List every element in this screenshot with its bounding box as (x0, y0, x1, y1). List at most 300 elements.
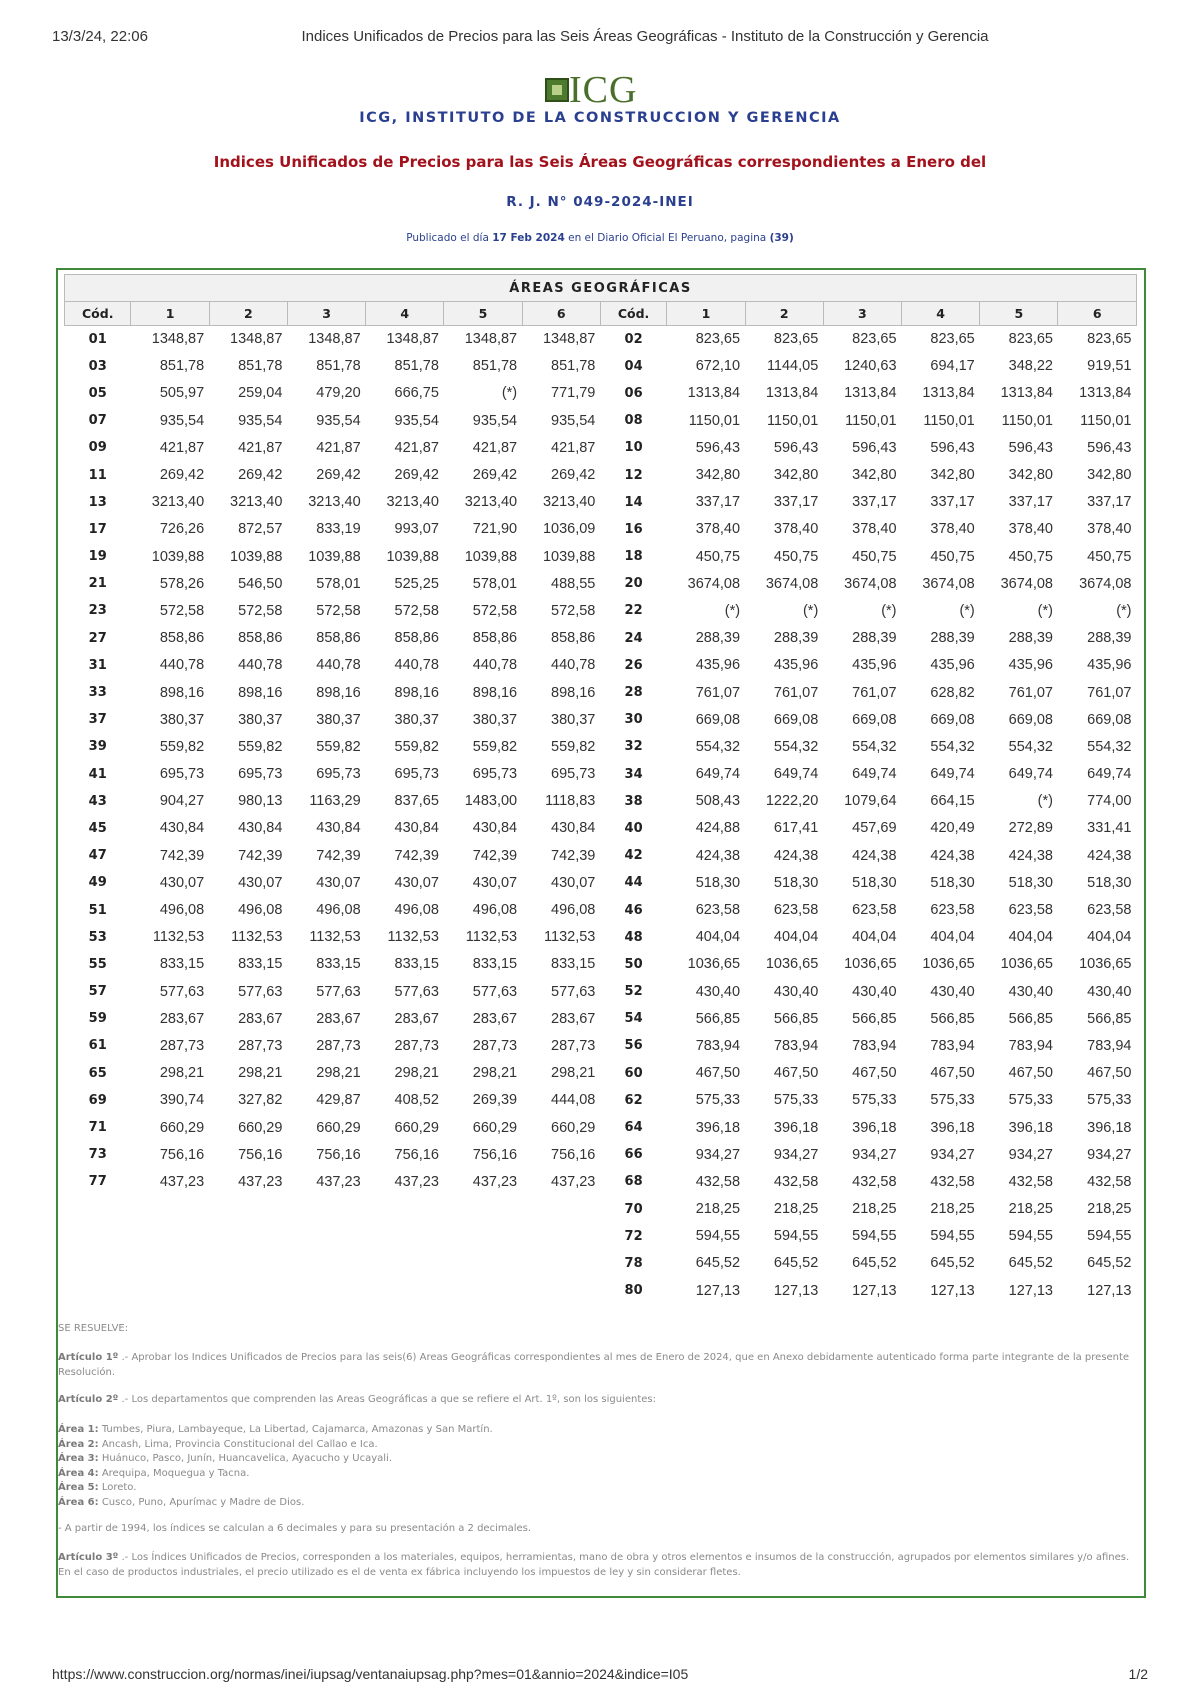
index-value-cell: 756,16 (159, 1146, 205, 1163)
index-value-cell: 3674,08 (1000, 575, 1053, 592)
publication-date: 17 Feb 2024 (492, 232, 565, 244)
index-value-cell: 287,73 (159, 1037, 205, 1054)
index-value-cell: 577,63 (551, 983, 596, 1000)
decimals-note: - A partir de 1994, los índices se calculan a 6 decimales y para su presentación a 2 decimales. (58, 1523, 532, 1534)
code-cell: 41 (88, 766, 107, 782)
table-row (65, 815, 1137, 842)
index-value-cell: 378,40 (852, 521, 897, 538)
index-value-cell: 742,39 (551, 847, 596, 864)
area-3-column-header: 3 (287, 302, 365, 326)
code-cell: 57 (88, 984, 107, 1000)
index-value-cell: 404,04 (1087, 929, 1132, 946)
index-value-cell: 761,07 (695, 684, 741, 701)
index-value-cell: 660,29 (238, 1119, 283, 1136)
index-value-cell: 3213,40 (230, 494, 283, 511)
index-value-cell (366, 1223, 444, 1250)
index-value-cell: 404,04 (695, 929, 741, 946)
index-value-cell: 783,94 (930, 1037, 975, 1054)
index-value-cell: 1313,84 (1079, 385, 1132, 402)
code-cell: 53 (88, 929, 107, 945)
index-value-cell: 823,65 (852, 331, 897, 348)
index-value-cell: 525,25 (394, 575, 439, 592)
index-value-cell: 578,01 (316, 575, 361, 592)
index-value-cell: 3213,40 (542, 494, 596, 511)
index-value-cell: 288,39 (930, 630, 975, 647)
publication-middle: en el Diario Oficial El Peruano, pagina (568, 232, 767, 244)
code-cell: 16 (624, 521, 643, 537)
index-value-cell: 851,78 (394, 358, 439, 375)
index-value-cell: 496,08 (316, 902, 361, 919)
org-name: ICG, INSTITUTO DE LA CONSTRUCCION Y GERENCIA (359, 110, 841, 126)
index-value-cell: 479,20 (316, 385, 361, 402)
index-value-cell: 566,85 (773, 1010, 819, 1027)
index-value-cell: 1150,01 (923, 412, 975, 429)
index-value-cell: (*) (802, 602, 819, 619)
index-value-cell: 424,38 (930, 847, 975, 864)
code-cell: 13 (88, 494, 107, 510)
index-value-cell: 1348,87 (308, 331, 361, 348)
index-value-cell: 669,08 (695, 711, 741, 728)
index-value-cell: 496,08 (551, 902, 596, 919)
index-value-cell (522, 1223, 600, 1250)
index-value-cell: 858,86 (472, 630, 518, 647)
index-value-cell (366, 1250, 444, 1277)
code-cell: 28 (624, 685, 643, 701)
index-value-cell (131, 1277, 209, 1304)
index-value-cell: 1132,53 (231, 929, 283, 946)
index-value-cell: 496,08 (472, 902, 518, 919)
index-value-cell: 935,54 (316, 412, 361, 429)
index-value-cell: 424,38 (773, 847, 819, 864)
index-value-cell: 298,21 (472, 1065, 518, 1082)
publication-page: (39) (769, 232, 794, 244)
table-row (65, 1005, 1137, 1032)
index-value-cell: 1132,53 (152, 929, 205, 946)
index-value-cell: 934,27 (1008, 1146, 1053, 1163)
code-cell: 47 (88, 848, 107, 864)
index-value-cell: 726,26 (159, 521, 205, 538)
index-value-cell (131, 1223, 209, 1250)
index-value-cell: 649,74 (1008, 766, 1053, 783)
code-cell (65, 1196, 131, 1223)
index-value-cell: 444,08 (551, 1092, 596, 1109)
index-value-cell: 430,40 (695, 983, 741, 1000)
index-value-cell: 496,08 (394, 902, 439, 919)
index-value-cell: 518,30 (1087, 874, 1132, 891)
index-value-cell: 467,50 (773, 1065, 819, 1082)
index-value-cell: 934,27 (930, 1146, 975, 1163)
index-value-cell: 575,33 (930, 1092, 975, 1109)
index-value-cell: 851,78 (238, 358, 283, 375)
index-value-cell: 993,07 (394, 521, 439, 538)
index-value-cell: 695,73 (316, 766, 361, 783)
index-value-cell: 3674,08 (844, 575, 897, 592)
index-value-cell: (*) (881, 602, 897, 619)
index-value-cell: 823,65 (1008, 331, 1053, 348)
index-value-cell: 554,32 (695, 738, 741, 755)
index-value-cell: 342,80 (852, 467, 897, 484)
index-value-cell: 623,58 (773, 902, 819, 919)
index-value-cell: 467,50 (930, 1065, 975, 1082)
table-row (65, 1250, 1137, 1277)
index-value-cell: 218,25 (1008, 1201, 1053, 1218)
index-value-cell: 645,52 (695, 1255, 741, 1272)
code-cell: 45 (88, 820, 107, 836)
index-value-cell (131, 1196, 209, 1223)
index-value-cell: 3674,08 (922, 575, 975, 592)
index-value-cell (522, 1196, 600, 1223)
index-value-cell: 380,37 (238, 711, 283, 728)
table-row (65, 1114, 1137, 1141)
index-value-cell: 596,43 (930, 439, 975, 456)
index-value-cell: 623,58 (930, 902, 975, 919)
table-row (65, 733, 1137, 760)
index-value-cell: 623,58 (1008, 902, 1053, 919)
index-value-cell: 851,78 (316, 358, 361, 375)
article-1 (58, 1351, 1144, 1380)
index-value-cell: 283,67 (316, 1010, 361, 1027)
index-value-cell: 1039,88 (151, 548, 205, 565)
index-value-cell: 575,33 (852, 1092, 897, 1109)
index-value-cell: 435,96 (1008, 657, 1053, 674)
index-value-cell: 404,04 (930, 929, 975, 946)
index-value-cell: 554,32 (930, 738, 975, 755)
index-value-cell: 430,84 (238, 820, 283, 837)
area-departments: Tumbes, Piura, Lambayeque, La Libertad, Cajamarca, Amazonas y San Martín. (98, 1424, 493, 1435)
index-value-cell: 496,08 (159, 902, 205, 919)
index-value-cell: 283,67 (551, 1010, 596, 1027)
table-row (65, 842, 1137, 869)
index-value-cell: 823,65 (695, 331, 741, 348)
index-value-cell: 649,74 (852, 766, 897, 783)
code-cell: 64 (624, 1120, 643, 1136)
index-value-cell: 430,84 (551, 820, 596, 837)
area-4-column-header: 4 (902, 302, 980, 326)
index-value-cell: 518,30 (773, 874, 819, 891)
index-value-cell: 269,42 (551, 467, 596, 484)
table-row (65, 978, 1137, 1005)
code-cell: 66 (624, 1147, 643, 1163)
code-column-header: Cód. (65, 302, 131, 326)
index-value-cell: 450,75 (930, 548, 975, 565)
index-value-cell: 980,13 (238, 793, 283, 810)
code-cell: 14 (624, 494, 643, 510)
print-footer (52, 1666, 1148, 1686)
area-6-column-header: 6 (1058, 302, 1137, 326)
index-value-cell: 1039,88 (230, 548, 283, 565)
area-departments: Cusco, Puno, Apurímac y Madre de Dios. (98, 1496, 305, 1508)
code-cell: 61 (88, 1038, 107, 1054)
index-value-cell: 1313,84 (922, 385, 975, 402)
table-row (65, 353, 1137, 380)
code-cell: 48 (624, 929, 643, 945)
index-value-cell: 430,07 (159, 874, 205, 891)
index-value-cell: 833,15 (316, 956, 361, 973)
index-value-cell: 269,42 (159, 467, 205, 484)
index-value-cell: 1150,01 (845, 412, 897, 429)
index-value-cell: 3674,08 (687, 575, 741, 592)
index-value-cell: 575,33 (695, 1092, 741, 1109)
index-value-cell: 508,43 (695, 793, 741, 810)
index-value-cell: 761,07 (1008, 684, 1053, 701)
index-value-cell: 437,23 (316, 1173, 361, 1190)
index-value-cell: 577,63 (238, 983, 283, 1000)
index-value-cell: 272,89 (1008, 820, 1053, 837)
code-cell: 21 (88, 576, 107, 592)
index-value-cell: 1348,87 (542, 331, 596, 348)
index-value-cell (444, 1277, 522, 1304)
areas-list (58, 1423, 1144, 1511)
index-value-cell: 1150,01 (766, 412, 819, 429)
index-value-cell: 378,40 (1087, 521, 1132, 538)
index-value-cell: 1132,53 (544, 929, 596, 946)
index-value-cell: 488,55 (551, 575, 596, 592)
index-value-cell: 898,16 (394, 684, 439, 701)
index-value-cell: 429,87 (316, 1092, 361, 1109)
area-departments: Arequipa, Moquegua y Tacna. (98, 1467, 250, 1479)
index-value-cell: 623,58 (852, 902, 897, 919)
index-value-cell: 1036,65 (922, 956, 975, 973)
index-value-cell: 218,25 (773, 1201, 819, 1218)
article-2-text: .- Los departamentos que comprenden las Areas Geográficas a que se refiere el Art. 1º, son los siguientes: (118, 1394, 656, 1405)
code-cell: 01 (88, 331, 107, 347)
index-value-cell: 432,58 (773, 1173, 819, 1190)
index-value-cell: 783,94 (773, 1037, 819, 1054)
index-value-cell: 437,23 (159, 1173, 205, 1190)
code-cell: 24 (624, 630, 643, 646)
index-value-cell: 421,87 (551, 439, 596, 456)
index-value-cell: 1039,88 (308, 548, 361, 565)
index-value-cell: 467,50 (1087, 1065, 1132, 1082)
page-number: 1/2 (1128, 1666, 1148, 1682)
index-value-cell: 337,17 (1087, 494, 1132, 511)
index-value-cell: 594,55 (1008, 1228, 1053, 1245)
index-value-cell: 298,21 (551, 1065, 596, 1082)
index-value-cell: 594,55 (1087, 1228, 1132, 1245)
index-value-cell: 898,16 (551, 684, 596, 701)
index-value-cell: 596,43 (1008, 439, 1053, 456)
index-value-cell: 783,94 (852, 1037, 897, 1054)
index-value-cell: 467,50 (852, 1065, 897, 1082)
index-value-cell: 380,37 (472, 711, 518, 728)
index-value-cell: 623,58 (1087, 902, 1132, 919)
index-value-cell: 1150,01 (1001, 412, 1053, 429)
index-value-cell: 742,39 (472, 847, 518, 864)
index-value-cell: 288,39 (773, 630, 819, 647)
index-value-cell: 342,80 (1087, 467, 1132, 484)
index-value-cell (287, 1223, 365, 1250)
table-row (65, 1277, 1137, 1304)
index-value-cell: 1118,83 (545, 793, 596, 810)
index-value-cell: 1132,53 (465, 929, 518, 946)
code-cell: 49 (88, 875, 107, 891)
index-value-cell: 432,58 (1008, 1173, 1053, 1190)
index-value-cell: 554,32 (773, 738, 819, 755)
index-value-cell: 833,19 (316, 521, 361, 538)
index-value-cell: 742,39 (316, 847, 361, 864)
index-value-cell: 440,78 (472, 657, 518, 674)
index-value-cell: 430,07 (238, 874, 283, 891)
code-cell: 73 (88, 1147, 107, 1163)
index-value-cell (366, 1196, 444, 1223)
article-3-text: .- Los Índices Unificados de Precios, corresponden a los materiales, equipos, herramientas, mano de obra y otros elementos e insumos de la construcción, agrupados por elementos similares y/o afines. En el caso de productos industriales, el precio utilizado es el de venta ex fábrica incluyendo los impuestos de ley y sin considerar fletes. (58, 1552, 1130, 1578)
index-value-cell: 420,49 (930, 820, 975, 837)
index-value-cell: 218,25 (930, 1201, 975, 1218)
area-label: Área 6: (58, 1496, 99, 1508)
index-value-cell: 287,73 (472, 1037, 518, 1054)
table-row (65, 570, 1137, 597)
index-value-cell: 756,16 (551, 1146, 596, 1163)
index-value-cell: 337,17 (773, 494, 819, 511)
index-value-cell: 578,26 (159, 575, 205, 592)
index-value-cell: 127,13 (773, 1282, 819, 1299)
index-value-cell: 348,22 (1008, 358, 1053, 375)
index-value-cell: 1036,65 (765, 956, 819, 973)
code-cell: 30 (624, 712, 643, 728)
index-value-cell: 430,84 (472, 820, 518, 837)
logo-mark (545, 69, 655, 112)
table-row (65, 1141, 1137, 1168)
index-value-cell: 572,58 (238, 602, 283, 619)
index-value-cell: 742,39 (394, 847, 439, 864)
index-value-cell: 721,90 (472, 521, 518, 538)
index-value-cell: 872,57 (238, 521, 283, 538)
index-value-cell: 327,82 (238, 1092, 283, 1109)
table-row (65, 597, 1137, 624)
index-value-cell: 337,17 (1008, 494, 1053, 511)
logo-text: ICG (569, 69, 638, 111)
index-value-cell: 566,85 (852, 1010, 897, 1027)
index-value-cell: 1150,01 (1080, 412, 1132, 429)
area-departments: Ancash, Lima, Provincia Constitucional del Callao e Ica. (98, 1438, 378, 1450)
index-value-cell: 430,07 (551, 874, 596, 891)
code-cell: 52 (624, 984, 643, 1000)
index-value-cell: 1348,87 (151, 331, 205, 348)
index-value-cell: 1313,84 (687, 385, 741, 402)
code-cell: 42 (624, 848, 643, 864)
index-value-cell: 594,55 (852, 1228, 897, 1245)
code-cell: 80 (624, 1283, 643, 1299)
index-value-cell: 596,43 (695, 439, 741, 456)
index-value-cell: 430,40 (773, 983, 819, 1000)
index-value-cell: 1313,84 (765, 385, 819, 402)
index-value-cell: 645,52 (1087, 1255, 1132, 1272)
index-value-cell: 337,17 (930, 494, 975, 511)
index-value-cell (444, 1196, 522, 1223)
index-value-cell: 127,13 (1008, 1282, 1053, 1299)
code-cell: 54 (624, 1011, 643, 1027)
index-value-cell: 572,58 (551, 602, 596, 619)
index-value-cell: 1132,53 (309, 929, 361, 946)
index-value-cell: 617,41 (773, 820, 819, 837)
index-value-cell: 1079,64 (844, 793, 897, 810)
index-value-cell: 577,63 (316, 983, 361, 1000)
index-value-cell: 1348,87 (230, 331, 283, 348)
index-value-cell: 666,75 (394, 385, 439, 402)
index-value-cell: 269,42 (238, 467, 283, 484)
table-row (65, 1060, 1137, 1087)
table-row (65, 326, 1137, 353)
index-value-cell (287, 1277, 365, 1304)
index-value-cell: 742,39 (238, 847, 283, 864)
index-value-cell: 440,78 (159, 657, 205, 674)
code-cell: 69 (88, 1092, 107, 1108)
index-value-cell: 380,37 (551, 711, 596, 728)
index-value-cell: (*) (1037, 793, 1053, 810)
index-value-cell: 298,21 (394, 1065, 439, 1082)
index-value-cell: 288,39 (1008, 630, 1053, 647)
index-value-cell: 664,15 (930, 793, 975, 810)
code-cell: 23 (88, 603, 107, 619)
code-cell: 46 (624, 902, 643, 918)
code-cell: 20 (624, 576, 643, 592)
index-value-cell: 858,86 (394, 630, 439, 647)
index-value-cell: 1039,88 (386, 548, 439, 565)
index-value-cell: 218,25 (1087, 1201, 1132, 1218)
code-cell: 62 (624, 1092, 643, 1108)
area-label: Área 3: (58, 1453, 99, 1465)
index-value-cell: 898,16 (238, 684, 283, 701)
table-row (65, 761, 1137, 788)
index-value-cell: 935,54 (472, 412, 518, 429)
table-row (65, 679, 1137, 706)
code-cell: 51 (88, 902, 107, 918)
index-value-cell: 404,04 (773, 929, 819, 946)
code-cell: 10 (624, 440, 643, 456)
index-value-cell: 404,04 (852, 929, 897, 946)
print-page-title: Indices Unificados de Precios para las Seis Áreas Geográficas - Instituto de la Construcción y Gerencia (301, 28, 989, 45)
index-value-cell: 404,04 (1008, 929, 1053, 946)
index-value-cell: 833,15 (394, 956, 439, 973)
index-value-cell: 566,85 (695, 1010, 741, 1027)
area-2-column-header: 2 (209, 302, 287, 326)
index-value-cell: 378,40 (773, 521, 819, 538)
index-value-cell: 669,08 (930, 711, 975, 728)
index-value-cell: 572,58 (159, 602, 205, 619)
index-value-cell: 756,16 (316, 1146, 361, 1163)
index-value-cell (287, 1196, 365, 1223)
index-value-cell: 559,82 (316, 738, 361, 755)
index-value-cell: 424,38 (1008, 847, 1053, 864)
index-value-cell: 934,27 (695, 1146, 741, 1163)
index-value-cell: 380,37 (316, 711, 361, 728)
index-value-cell: 518,30 (852, 874, 897, 891)
index-value-cell: 331,41 (1087, 820, 1132, 837)
index-value-cell: 1240,63 (844, 358, 897, 375)
index-value-cell: 1163,29 (309, 793, 361, 810)
article-1-text: .- Aprobar los Indices Unificados de Precios para las seis(6) Areas Geográficas correspondientes al mes de Enero de 2024, que en Anexo debidamente autenticado forma parte integrante de la presente Resolución. (58, 1352, 1130, 1378)
index-value-cell: 577,63 (159, 983, 205, 1000)
index-value-cell: 898,16 (472, 684, 518, 701)
index-value-cell: 287,73 (394, 1037, 439, 1054)
index-value-cell: 127,13 (930, 1282, 975, 1299)
index-value-cell: 695,73 (238, 766, 283, 783)
code-cell: 31 (88, 657, 107, 673)
code-cell: 05 (88, 385, 107, 401)
index-value-cell: 1036,65 (1000, 956, 1053, 973)
index-value-cell: 934,27 (1087, 1146, 1132, 1163)
index-value-cell: 1348,87 (464, 331, 518, 348)
index-value-cell: 649,74 (773, 766, 819, 783)
index-value-cell: 858,86 (238, 630, 283, 647)
index-value-cell (287, 1250, 365, 1277)
index-value-cell: 283,67 (472, 1010, 518, 1027)
resolution-number: R. J. N° 049-2024-INEI (506, 194, 694, 210)
index-value-cell: 695,73 (159, 766, 205, 783)
index-value-cell: 1039,88 (464, 548, 518, 565)
index-value-cell: 1144,05 (766, 358, 819, 375)
page-url: https://www.construccion.org/normas/inei/iupsag/ventanaiupsag.php?mes=01&annio=2024&indice=I05 (52, 1666, 689, 1682)
